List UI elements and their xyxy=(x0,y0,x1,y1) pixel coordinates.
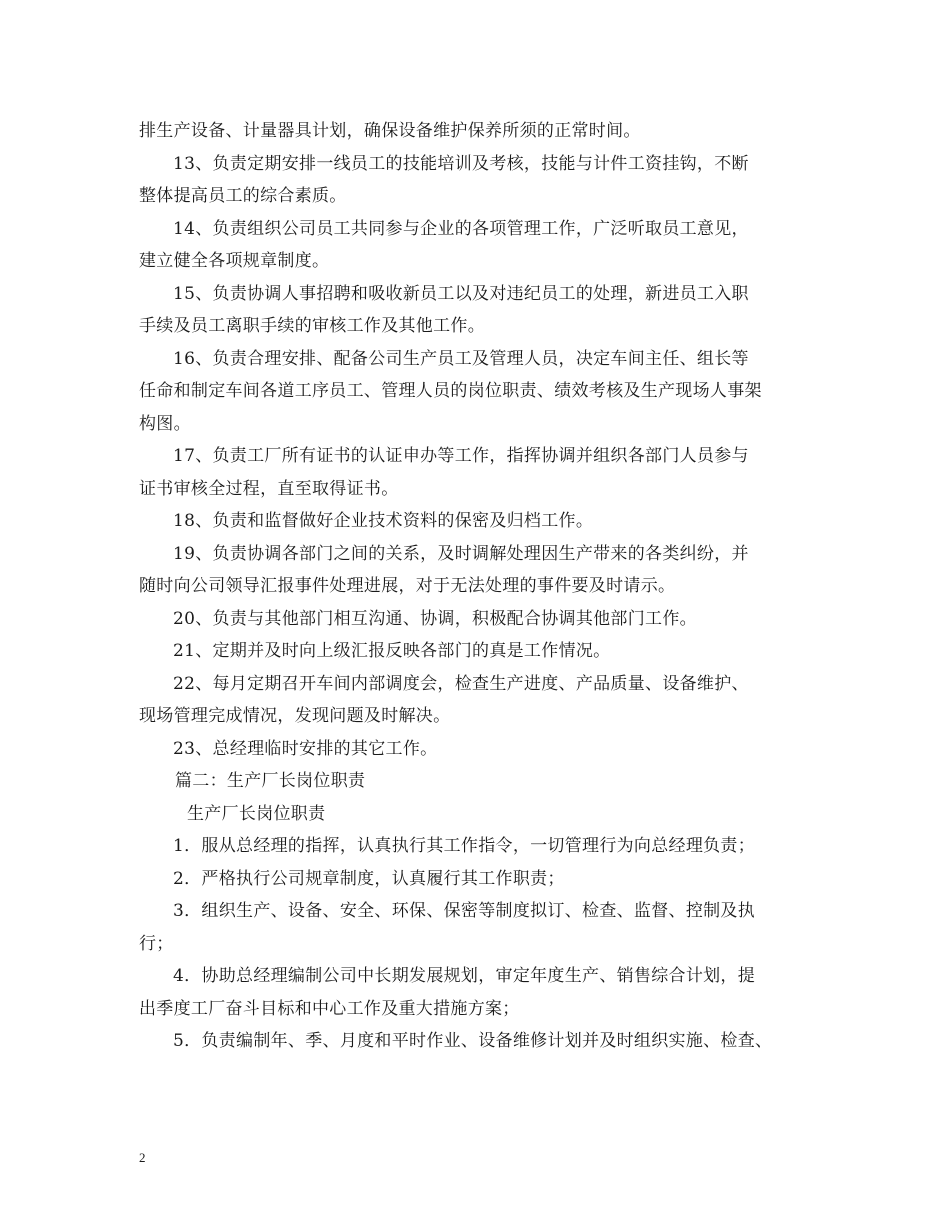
text-line: 17、负责工厂所有证书的认证申办等工作，指挥协调并组织各部门人员参与 xyxy=(173,446,749,466)
text-line: 篇二：生产厂长岗位职责 xyxy=(175,771,366,791)
text-line: 15、负责协调人事招聘和吸收新员工以及对违纪员工的处理，新进员工入职 xyxy=(173,283,749,304)
text-line: 建立健全各项规章制度。 xyxy=(139,251,330,271)
text-line: 22、每月定期召开车间内部调度会，检查生产进度、产品质量、设备维护、 xyxy=(173,673,749,694)
text-line: 3．组织生产、设备、安全、环保、保密等制度拟订、检查、监督、控制及执 xyxy=(173,901,756,921)
text-line: 出季度工厂奋斗目标和中心工作及重大措施方案； xyxy=(139,998,520,1019)
text-line: 整体提高员工的综合素质。 xyxy=(139,186,347,206)
text-line: 1．服从总经理的指挥，认真执行其工作指令，一切管理行为向总经理负责； xyxy=(173,836,756,856)
text-line: 现场管理完成情况，发现问题及时解决。 xyxy=(139,706,451,726)
text-line: 4．协助总经理编制公司中长期发展规划，审定年度生产、销售综合计划，提 xyxy=(173,966,756,986)
text-line: 21、定期并及时向上级汇报反映各部门的真是工作情况。 xyxy=(173,641,611,661)
document-body xyxy=(139,115,819,1058)
text-line: 18、负责和监督做好企业技术资料的保密及归档工作。 xyxy=(173,511,594,531)
text-line: 20、负责与其他部门相互沟通、协调，积极配合协调其他部门工作。 xyxy=(173,608,697,629)
text-line: 5．负责编制年、季、月度和平时作业、设备维修计划并及时组织实施、检查、 xyxy=(173,1031,773,1051)
text-line: 构图。 xyxy=(139,413,191,434)
text-line: 行； xyxy=(139,933,174,954)
text-line: 任命和制定车间各道工序员工、管理人员的岗位职责、绩效考核及生产现场人事架 xyxy=(139,381,762,401)
text-line: 生产厂长岗位职责 xyxy=(187,803,326,824)
text-line: 23、总经理临时安排的其它工作。 xyxy=(173,738,438,759)
text-line: 排生产设备、计量器具计划，确保设备维护保养所须的正常时间。 xyxy=(139,121,641,141)
text-line: 13、负责定期安排一线员工的技能培训及考核，技能与计件工资挂钩，不断 xyxy=(173,153,749,174)
page-number: 2 xyxy=(139,1150,146,1165)
text-line: 证书审核全过程，直至取得证书。 xyxy=(139,478,399,499)
text-line: 手续及员工离职手续的审核工作及其他工作。 xyxy=(139,316,485,336)
text-line: 2．严格执行公司规章制度，认真履行其工作职责； xyxy=(173,868,565,889)
text-line: 19、负责协调各部门之间的关系，及时调解处理因生产带来的各类纠纷，并 xyxy=(173,543,749,564)
text-line: 16、负责合理安排、配备公司生产员工及管理人员，决定车间主任、组长等 xyxy=(173,348,749,369)
text-line: 14、负责组织公司员工共同参与企业的各项管理工作，广泛听取员工意见， xyxy=(173,218,749,239)
text-line: 随时向公司领导汇报事件处理进展，对于无法处理的事件要及时请示。 xyxy=(139,576,676,596)
